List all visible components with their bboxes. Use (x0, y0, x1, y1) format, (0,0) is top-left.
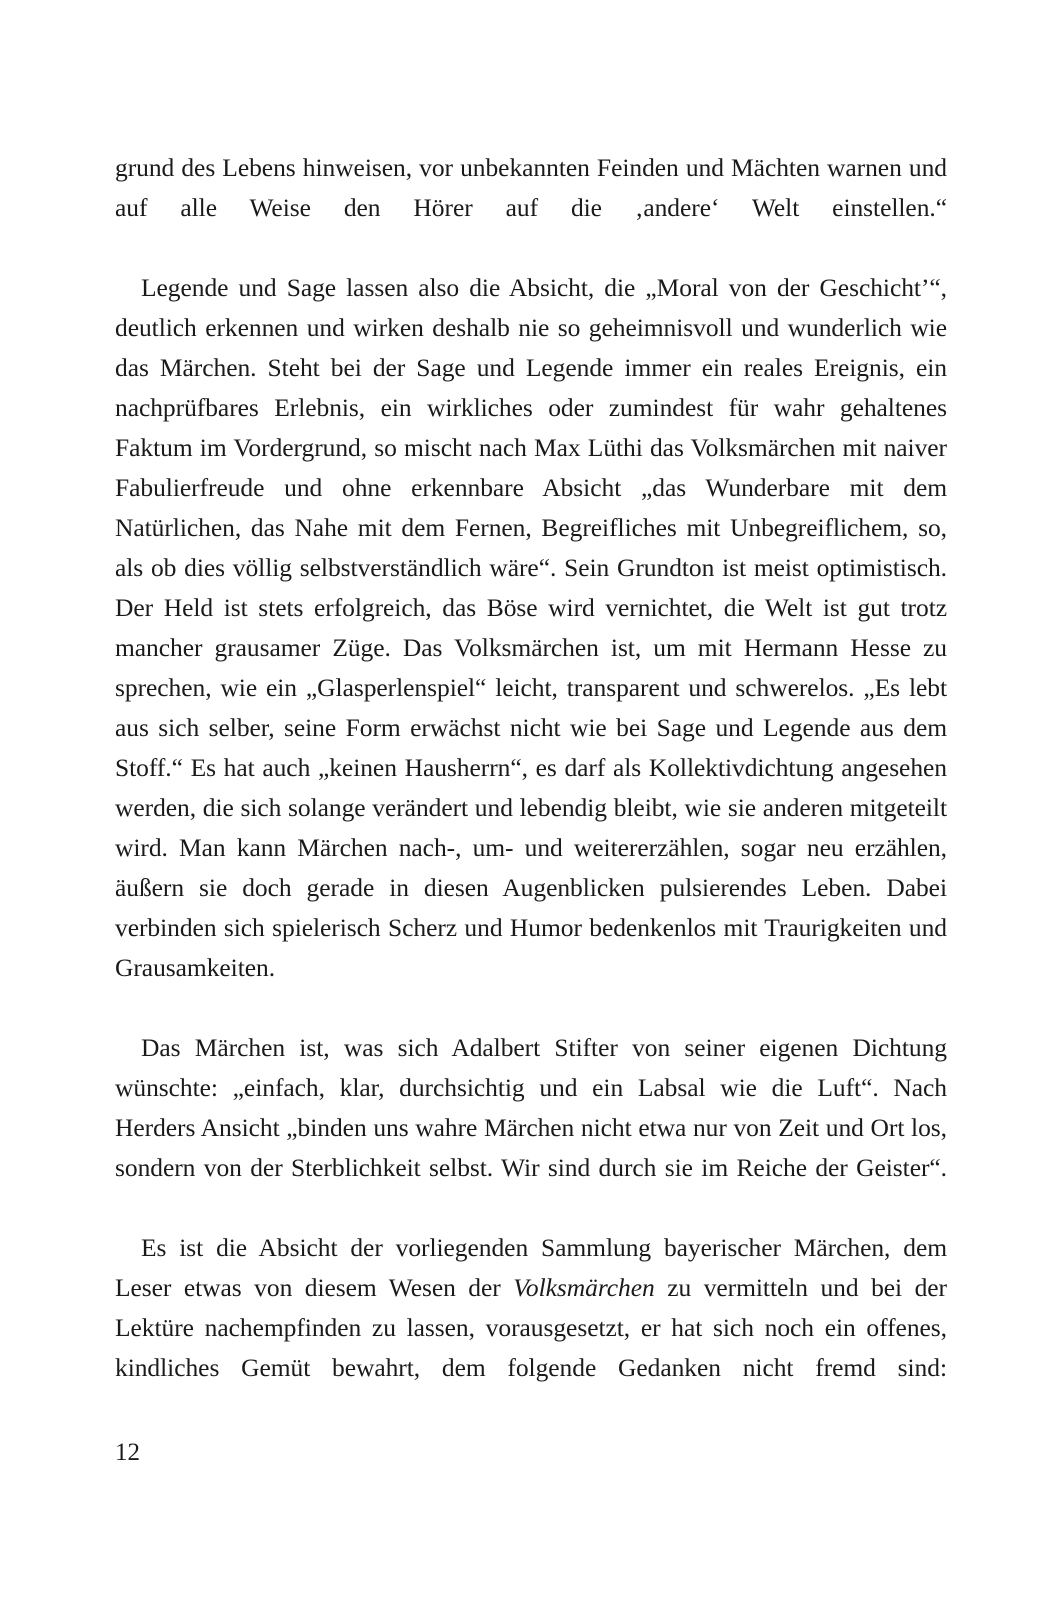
paragraph-text-before-italic: Es ist die Absicht der vorliegenden Sammlung bayerischer Märchen, dem Leser etwas von diesem Wesen der (115, 1233, 947, 1302)
paragraph-continued: grund des Lebens hinweisen, vor unbekannten Feinden und Mächten warnen und auf alle Weise den Hörer auf die ‚andere‘ Welt einstellen.“ (115, 153, 947, 222)
paragraph-es-ist-die-absicht (115, 1228, 947, 1428)
paragraph-das-maerchen-ist: Das Märchen ist, was sich Adalbert Stifter von seiner eigenen Dichtung wünschte: „einfach, klar, durchsichtig und ein Labsal wie die Luft“. Nach Herders Ansicht „binden uns wahre Märchen nicht etwa nur von Zeit und Ort los, sondern von der Sterblichkeit selbst. Wir sind durch sie im Reiche der Geister“. (115, 1033, 947, 1182)
italic-term-volksmaerchen: Volksmärchen (513, 1273, 655, 1302)
paragraph-text-after-italic: zu vermitteln und bei der Lektüre nachempfinden zu lassen, vorausgesetzt, er hat sich noch ein offenes, kindliches Gemüt bewahrt, dem folgende Gedanken nicht fremd sind: (115, 1273, 947, 1382)
page-number: 12 (115, 1439, 140, 1466)
paragraph-legende-und-sage: Legende und Sage lassen also die Absicht, die „Moral von der Geschicht’“, deutlich erkennen und wirken deshalb nie so geheimnisvoll und wunderlich wie das Märchen. Steht bei der Sage und Legende immer ein reales Ereignis, ein nachprüfbares Erlebnis, ein wirkliches oder zumindest für wahr gehaltenes Faktum im Vordergrund, so mischt nach Max Lüthi das Volksmärchen mit naiver Fabulierfreude und ohne erkennbare Absicht „das Wunderbare mit dem Natürlichen, das Nahe mit dem Fernen, Begreifliches mit Unbegreiflichem, so, als ob dies völlig selbstverständlich wäre“. Sein Grundton ist meist optimistisch. Der Held ist stets erfolgreich, das Böse wird vernichtet, die Welt ist gut trotz mancher grausamer Züge. Das Volksmärchen ist, um mit Hermann Hesse zu sprechen, wie ein „Glasperlenspiel“ leicht, transparent und schwerelos. „Es lebt aus sich selber, seine Form erwächst nicht wie bei Sage und Legende aus dem Stoff.“ Es hat auch „keinen Hausherrn“, es darf als Kollektivdichtung angesehen werden, die sich solange verändert und lebendig bleibt, wie sie anderen mitgeteilt wird. Man kann Märchen nach-, um- und weitererzählen, sogar neu erzählen, äußern sie doch gerade in diesen Augenblicken pulsierendes Leben. Dabei verbinden sich spielerisch Scherz und Humor bedenkenlos mit Traurigkeiten und Grausamkeiten. (115, 273, 947, 982)
page-text-body (115, 148, 947, 1428)
